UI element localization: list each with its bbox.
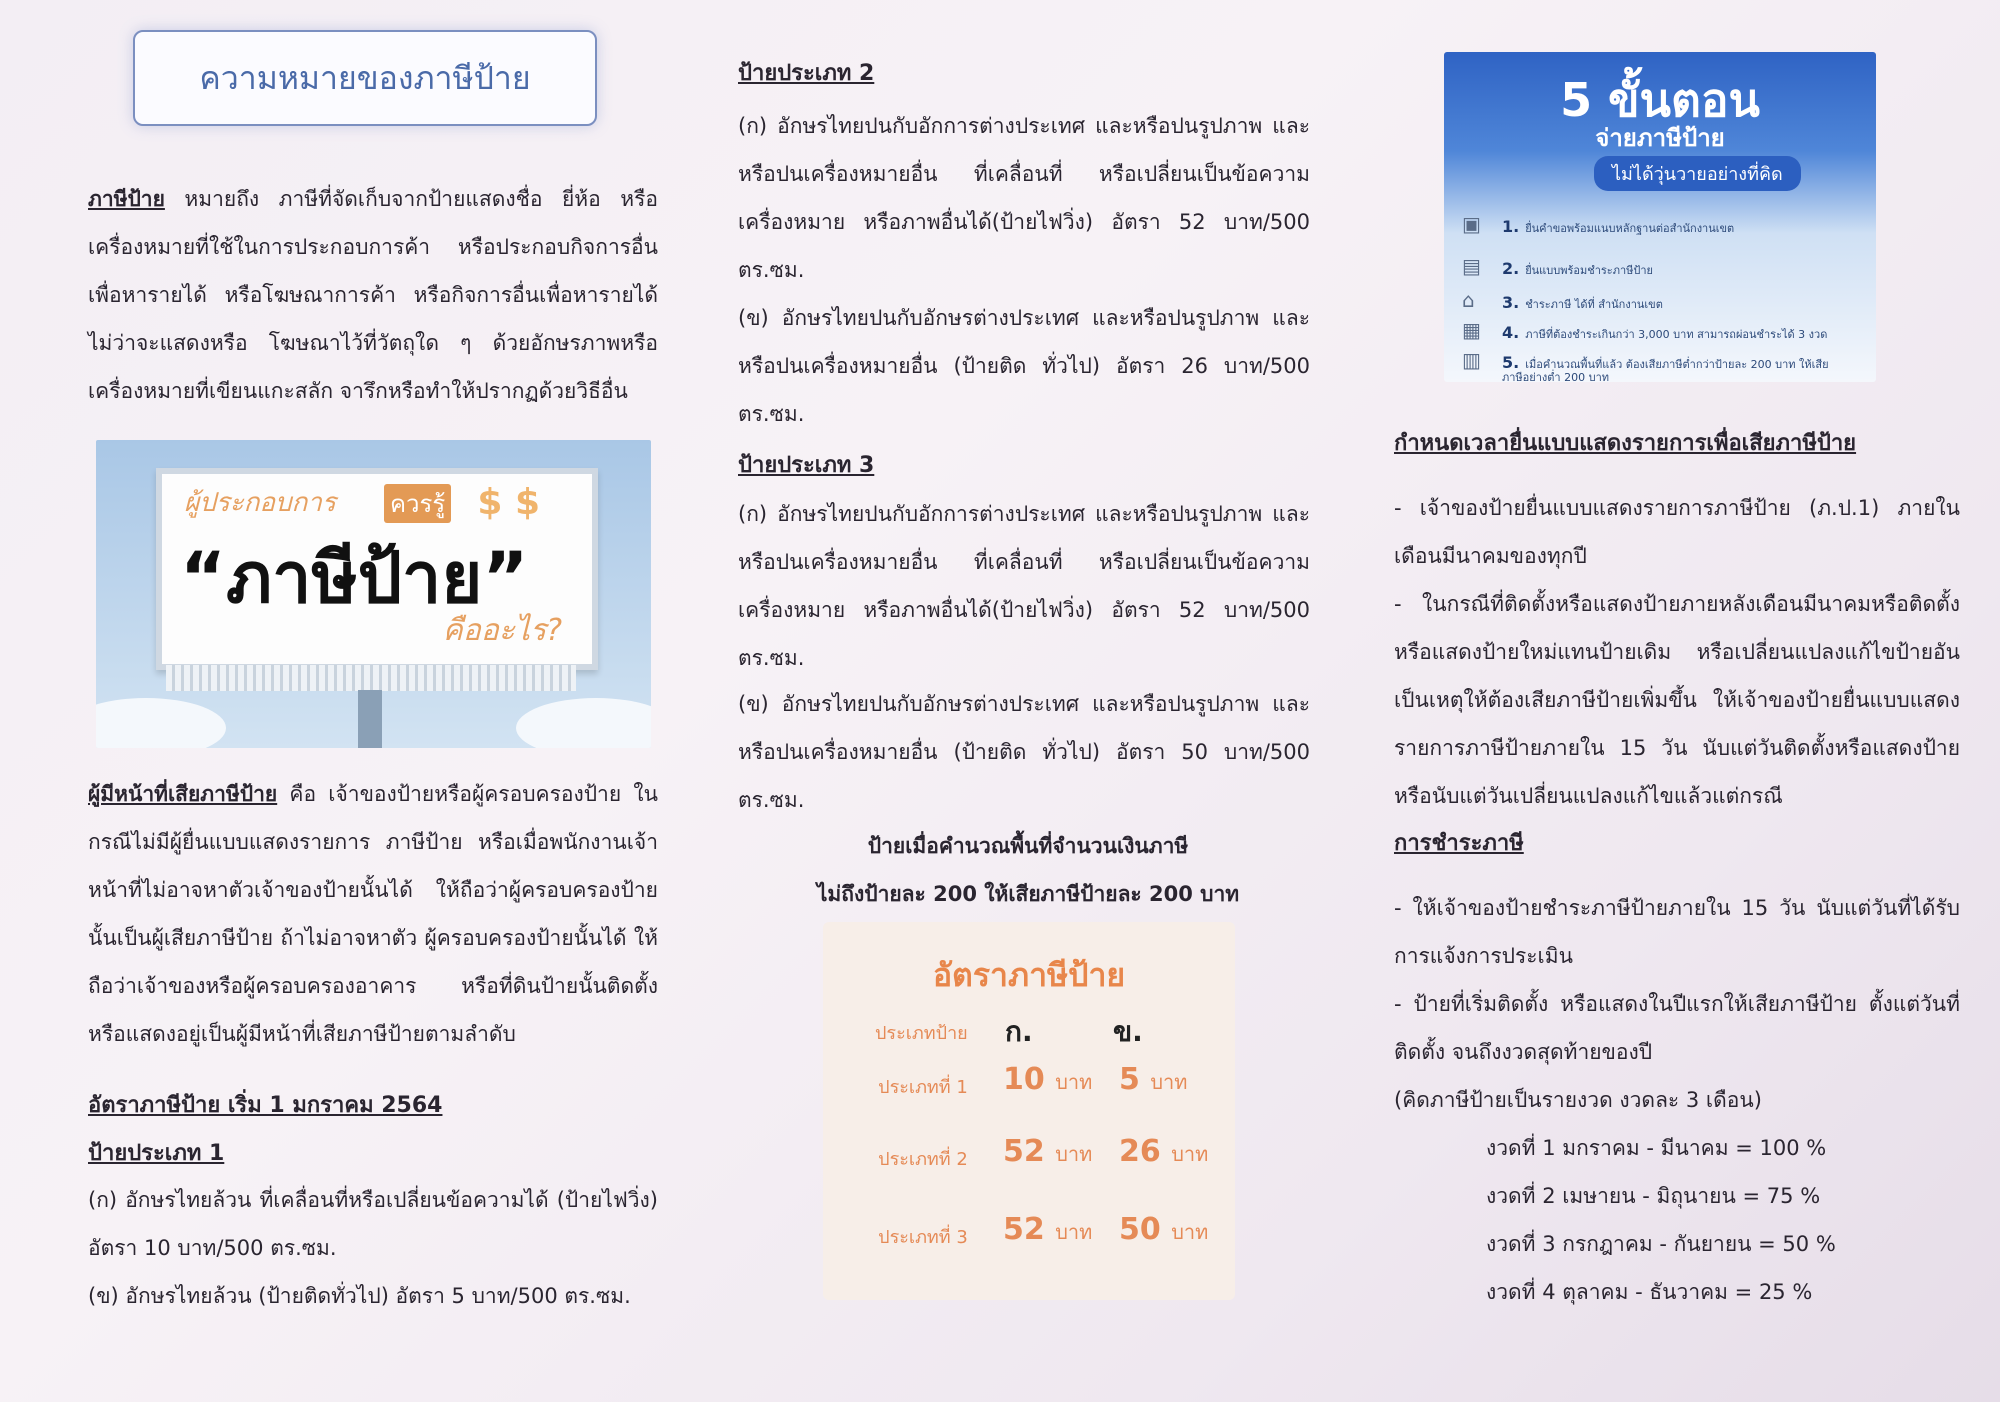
payment-2: - ป้ายที่เริ่มติดตั้ง หรือแสดงในปีแรกให้เสียภาษีป้าย ตั้งแต่วันที่ติดตั้ง จนถึงงวดสุดท้ายของปี bbox=[1394, 992, 1960, 1064]
steps-title: 5 ขั้นตอน bbox=[1560, 73, 1760, 127]
rate-row-value-a: 52 บาท bbox=[1003, 1212, 1093, 1247]
type2-b: (ข) อักษรไทยปนกับอักษรต่างประเทศ และหรือปนรูปภาพ และหรือปนเครื่องหมายอื่น (ป้ายติด ทั่วไป) อัตรา 26 บาท/500 ตร.ซม. bbox=[738, 306, 1310, 426]
minimum-note-2: ไม่ถึงป้ายละ 200 ให้เสียภาษีป้ายละ 200 บาท bbox=[816, 882, 1240, 906]
definition-paragraph bbox=[88, 175, 658, 415]
billboard-question: คืออะไร? bbox=[442, 613, 562, 648]
rate-heading: อัตราภาษีป้าย เริ่ม 1 มกราคม 2564 bbox=[88, 1093, 443, 1118]
rate-card bbox=[823, 922, 1235, 1300]
payment-heading: การชำระภาษี bbox=[1394, 831, 1524, 856]
type1-a: (ก) อักษรไทยล้วน ที่เคลื่อนที่หรือเปลี่ยนข้อความได้ (ป้ายไฟวิ่ง) อัตรา 10 บาท/500 ตร.ซม. bbox=[88, 1188, 658, 1260]
billboard-tag: ควรรู้ bbox=[384, 484, 451, 523]
payment-3: (คิดภาษีป้ายเป็นรายงวด งวดละ 3 เดือน) bbox=[1394, 1088, 1762, 1112]
deadline-heading: กำหนดเวลายื่นแบบแสดงรายการเพื่อเสียภาษีป้าย bbox=[1394, 431, 1857, 456]
column-middle bbox=[738, 0, 1318, 1402]
deadline-2: - ในกรณีที่ติดตั้งหรือแสดงป้ายภายหลังเดือนมีนาคมหรือติดตั้งหรือแสดงป้ายใหม่แทนป้ายเดิม หรือเปลี่ยนแปลงแก้ไขป้ายอันเป็นเหตุให้ต้องเสียภาษีป้ายเพิ่มขึ้น ให้เจ้าของป้ายยื่นแบบแสดงรายการภาษีป้ายภายใน 15 วัน นับแต่วันติดตั้งหรือแสดงป้ายหรือนับแต่วันเปลี่ยนแปลงแก้ไขแล้วแต่กรณี bbox=[1394, 592, 1960, 808]
type2-heading: ป้ายประเภท 2 bbox=[738, 61, 875, 86]
taxpayer-paragraph bbox=[88, 770, 658, 1058]
steps-pill: ไม่ได้วุ่นวายอย่างที่คิด bbox=[1594, 156, 1801, 191]
counter-icon: ▣ bbox=[1462, 212, 1481, 236]
column-left bbox=[88, 0, 668, 1402]
billboard-sub: ผู้ประกอบการ bbox=[184, 488, 336, 518]
type1-b: (ข) อักษรไทยล้วน (ป้ายติดทั่วไป) อัตรา 5 บาท/500 ตร.ซม. bbox=[88, 1284, 631, 1308]
installment-1: งวดที่ 1 มกราคม - มีนาคม = 100 % bbox=[1486, 1136, 1827, 1160]
definition-term: ภาษีป้าย bbox=[88, 187, 165, 211]
rate-row-value-b: 26 บาท bbox=[1119, 1134, 1209, 1169]
type3-a: (ก) อักษรไทยปนกับอักการต่างประเทศ และหรือปนรูปภาพ และหรือปนเครื่องหมายอื่น ที่เคลื่อนที่ หรือเปลี่ยนเป็นข้อความเครื่องหมาย หรือภาพอื่นได้(ป้ายไฟวิ่ง) อัตรา 52 บาท/500 ตร.ซม. bbox=[738, 502, 1310, 670]
type3-heading: ป้ายประเภท 3 bbox=[738, 453, 875, 478]
rate-card-title: อัตราภาษีป้าย bbox=[932, 956, 1126, 994]
rate-card-row bbox=[823, 1134, 1235, 1194]
rate-card-row bbox=[823, 1212, 1235, 1272]
billboard-post bbox=[358, 690, 382, 748]
sign-icon: ▥ bbox=[1462, 348, 1481, 372]
step-item: ▤ 2. ยื่นแบบพร้อมชำระภาษีป้าย bbox=[1462, 254, 1653, 278]
installment-4: งวดที่ 4 ตุลาคม - ธันวาคม = 25 % bbox=[1486, 1280, 1813, 1304]
billboard-rail bbox=[166, 665, 576, 691]
bank-icon: ⌂ bbox=[1462, 288, 1475, 312]
billboard-panel bbox=[156, 468, 598, 670]
rate-row-value-b: 50 บาท bbox=[1119, 1212, 1209, 1247]
rate-row-label: ประเภทที่ 1 bbox=[878, 1077, 968, 1098]
taxpayer-text: คือ เจ้าของป้ายหรือผู้ครอบครองป้าย ในกรณีไม่มีผู้ยื่นแบบแสดงรายการ ภาษีป้าย หรือเมื่อพนักงานเจ้าหน้าที่ไม่อาจหาตัวเจ้าของป้ายนั้นได้ ให้ถือว่าผู้ครอบครองป้ายนั้นเป็นผู้เสียภาษีป้าย ถ้าไม่อาจหาตัว ผู้ครอบครองป้ายนั้นได้ ให้ถือว่าเจ้าของหรือผู้ครอบครองอาคาร หรือที่ดินป้ายนั้นติดตั้ง หรือแสดงอยู่เป็นผู้มีหน้าที่เสียภาษีป้ายตามลำดับ bbox=[88, 782, 658, 1046]
type1-heading: ป้ายประเภท 1 bbox=[88, 1141, 225, 1166]
payment-1: - ให้เจ้าของป้ายชำระภาษีป้ายภายใน 15 วัน นับแต่วันที่ได้รับการแจ้งการประเมิน bbox=[1394, 896, 1960, 968]
deadline-1: - เจ้าของป้ายยื่นแบบแสดงรายการภาษีป้าย (ภ.ป.1) ภายในเดือนมีนาคมของทุกปี bbox=[1394, 496, 1960, 568]
installment-3: งวดที่ 3 กรกฎาคม - กันยายน = 50 % bbox=[1486, 1232, 1836, 1256]
step-item: ▦ 4. ภาษีที่ต้องชำระเกินกว่า 3,000 บาท สามารถผ่อนชำระได้ 3 งวด bbox=[1462, 318, 1828, 342]
taxpayer-term: ผู้มีหน้าที่เสียภาษีป้าย bbox=[88, 782, 278, 806]
section-title: ความหมายของภาษีป้าย bbox=[133, 30, 597, 126]
billboard-headline: “ภาษีป้าย” bbox=[180, 537, 529, 619]
rate-row-value-a: 52 บาท bbox=[1003, 1134, 1093, 1169]
definition-text: หมายถึง ภาษีที่จัดเก็บจากป้ายแสดงชื่อ ยี่ห้อ หรือเครื่องหมายที่ใช้ในการประกอบการค้า หรือประกอบกิจการอื่นเพื่อหารายได้ หรือโฆษณาการค้า หรือกิจการอื่นเพื่อหารายได้ ไม่ว่าจะแสดงหรือ โฆษณาไว้ที่วัตถุใด ๆ ด้วยอักษรภาพหรือเครื่องหมายที่เขียนแกะสลัก จารึกหรือทำให้ปรากฏด้วยวิธีอื่น bbox=[88, 187, 658, 403]
cloud-shape bbox=[516, 698, 651, 748]
minimum-note-1: ป้ายเมื่อคำนวณพื้นที่จำนวนเงินภาษี bbox=[867, 834, 1189, 858]
rate-card-col-label: ประเภทป้าย bbox=[875, 1023, 968, 1044]
rate-card-col-a: ก. bbox=[1005, 1015, 1033, 1048]
steps-subtitle: จ่ายภาษีป้าย bbox=[1595, 124, 1725, 152]
five-steps-card bbox=[1444, 52, 1876, 382]
rate-row-value-a: 10 บาท bbox=[1003, 1062, 1093, 1097]
rate-row-label: ประเภทที่ 3 bbox=[878, 1227, 968, 1248]
money-icon: ▦ bbox=[1462, 318, 1481, 342]
rate-row-value-b: 5 บาท bbox=[1119, 1062, 1188, 1097]
step-item: ▣ 1. ยื่นคำขอพร้อมแนบหลักฐานต่อสำนักงานเขต bbox=[1462, 212, 1735, 236]
column-right bbox=[1390, 0, 1960, 1402]
billboard-illustration bbox=[96, 440, 651, 748]
installment-2: งวดที่ 2 เมษายน - มิถุนายน = 75 % bbox=[1486, 1184, 1821, 1208]
coins-icon: $ $ bbox=[477, 482, 540, 523]
form-icon: ▤ bbox=[1462, 254, 1481, 278]
rate-card-col-b: ข. bbox=[1113, 1015, 1143, 1048]
type3-b: (ข) อักษรไทยปนกับอักษรต่างประเทศ และหรือปนรูปภาพ และหรือปนเครื่องหมายอื่น (ป้ายติด ทั่วไป) อัตรา 50 บาท/500 ตร.ซม. bbox=[738, 692, 1310, 812]
rate-card-row bbox=[823, 1062, 1235, 1122]
type2-a: (ก) อักษรไทยปนกับอักการต่างประเทศ และหรือปนรูปภาพ และหรือปนเครื่องหมายอื่น ที่เคลื่อนที่ หรือเปลี่ยนเป็นข้อความเครื่องหมาย หรือภาพอื่นได้(ป้ายไฟวิ่ง) อัตรา 52 บาท/500 ตร.ซม. bbox=[738, 114, 1310, 282]
cloud-shape bbox=[96, 698, 226, 748]
rate-row-label: ประเภทที่ 2 bbox=[878, 1149, 968, 1170]
step-item: ⌂ 3. ชำระภาษี ได้ที่ สำนักงานเขต bbox=[1462, 288, 1663, 312]
step-item: ▥ 5. เมื่อคำนวณพื้นที่แล้ว ต้องเสียภาษีต่ำกว่าป้ายละ 200 บาท ให้เสียภาษีอย่างต่ำ 200 บาท bbox=[1462, 348, 1829, 384]
